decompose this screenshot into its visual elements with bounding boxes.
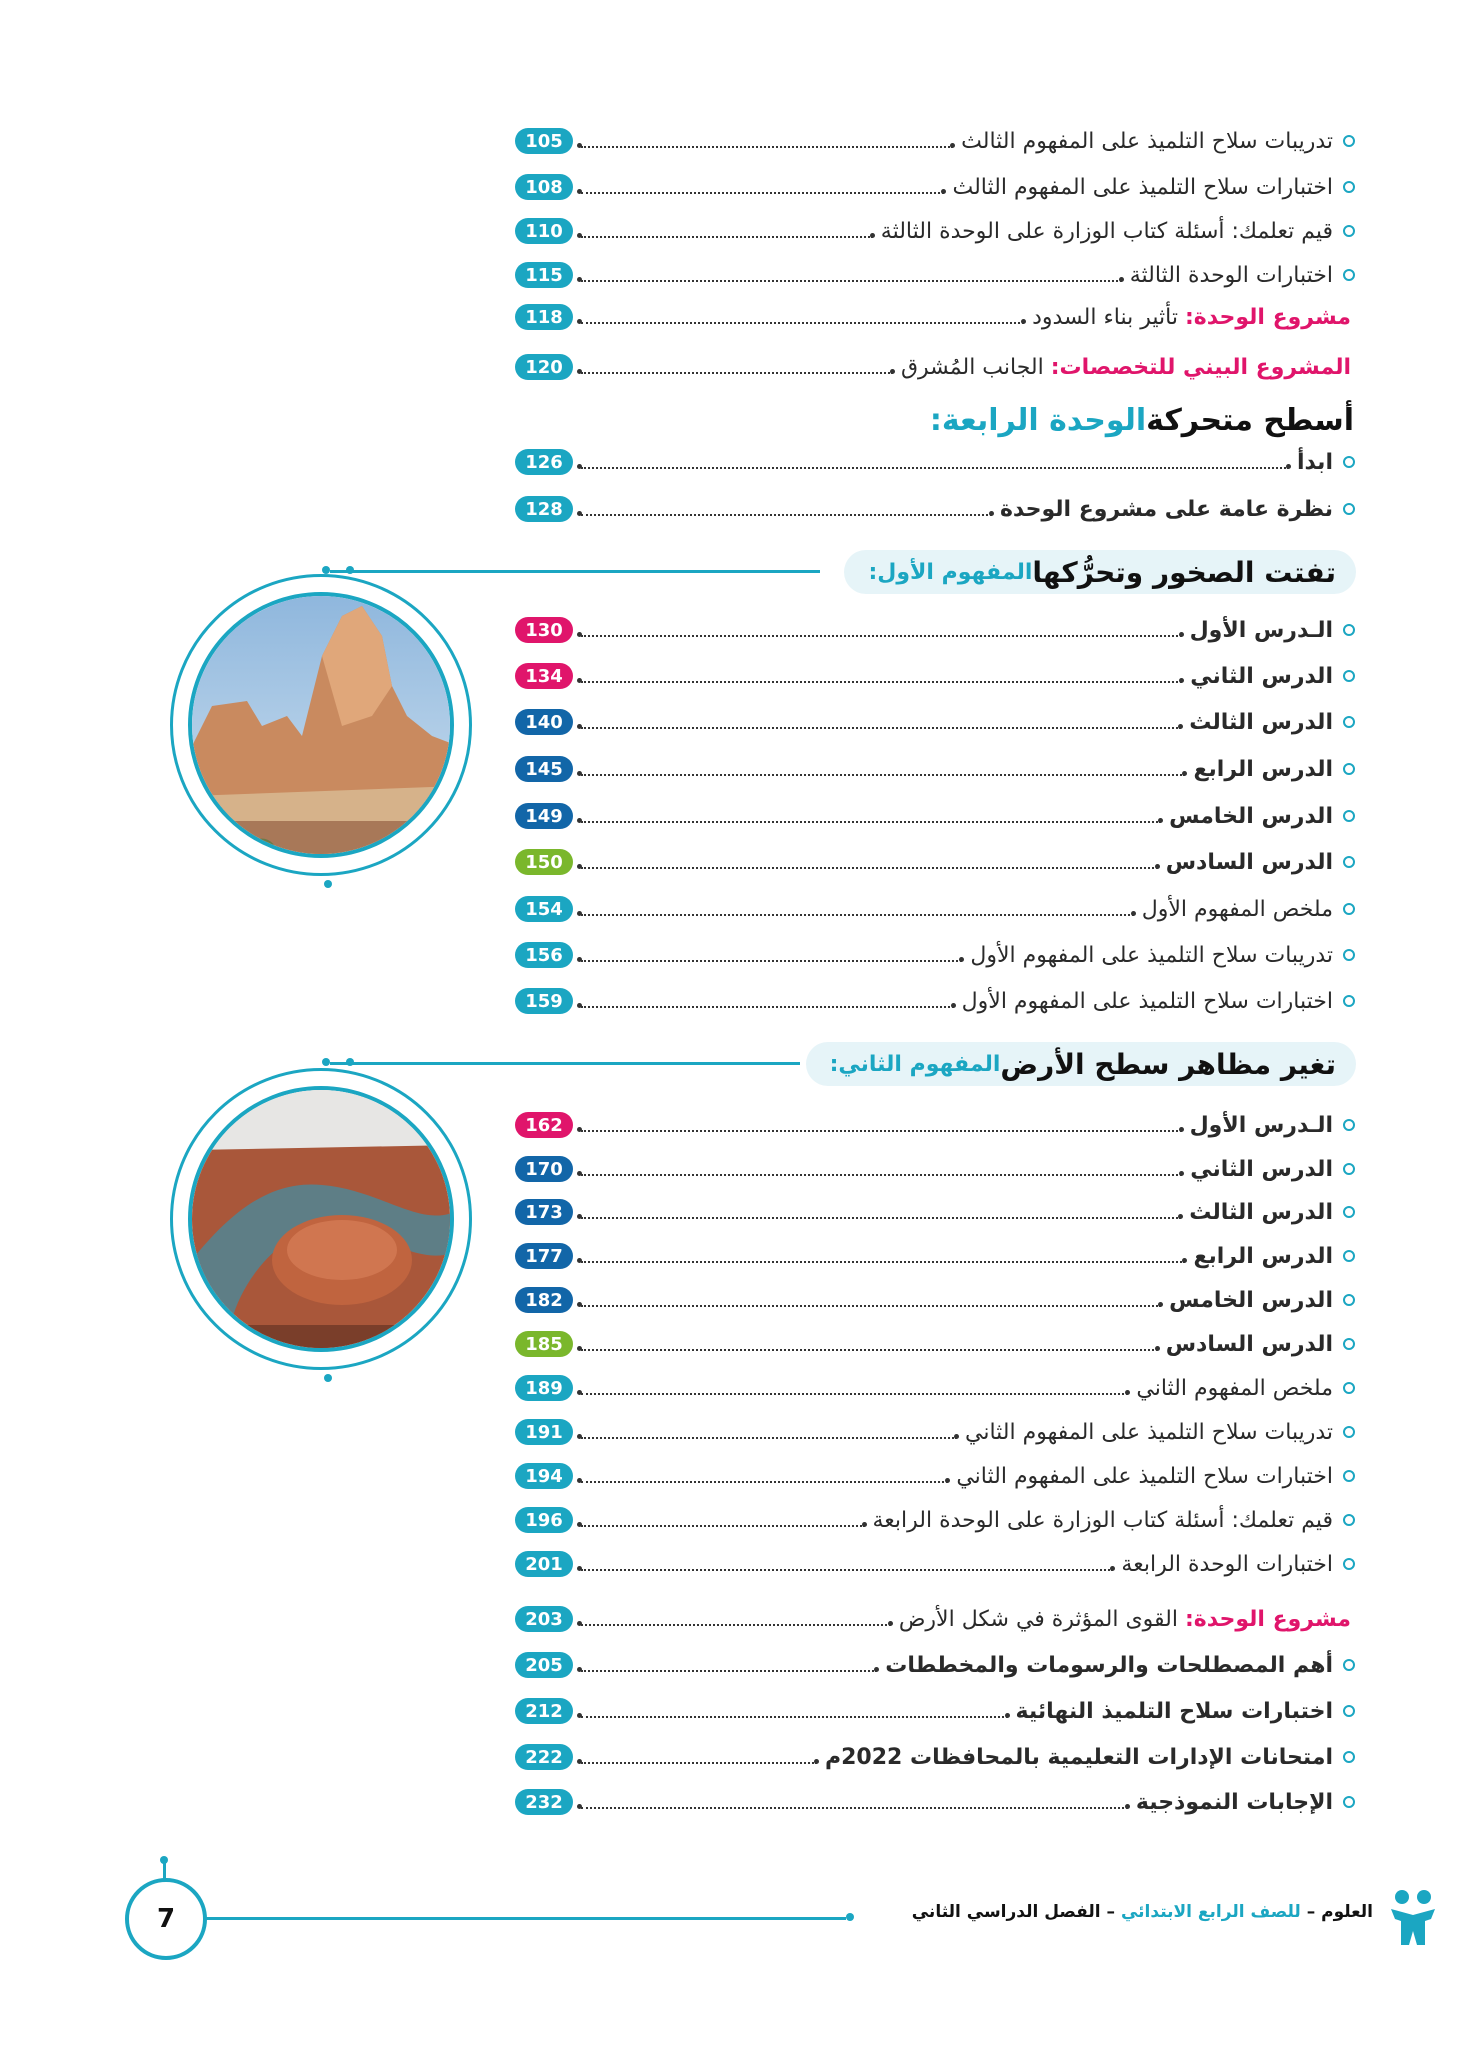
dot-leader: [581, 1807, 1128, 1809]
toc-row[interactable]: [515, 799, 1355, 833]
page-badge: 149: [515, 803, 573, 829]
concept-label: المفهوم الأول:: [868, 559, 1033, 585]
toc-entry-label: قيم تعلمك: أسئلة كتاب الوزارة على الوحدة الثالثة: [880, 218, 1333, 244]
concept-title: تغير مظاهر سطح الأرض: [1000, 1047, 1336, 1081]
toc-entry-label: اختبارات الوحدة الرابعة: [1121, 1551, 1333, 1577]
page-badge: 196: [515, 1507, 573, 1533]
toc-row[interactable]: [515, 124, 1355, 158]
decor-node: [846, 1913, 854, 1921]
page-badge: 182: [515, 1287, 573, 1313]
toc-row[interactable]: [515, 1283, 1355, 1317]
page-badge: 212: [515, 1698, 573, 1724]
concept-heading: [844, 550, 1356, 594]
bullet-icon: [1343, 1206, 1355, 1218]
toc-row[interactable]: [515, 705, 1355, 739]
decor-node: [346, 566, 354, 574]
decor-node: [322, 1058, 330, 1066]
lesson-label: الدرس السادس: [1165, 1331, 1333, 1357]
concept-heading: [806, 1042, 1356, 1086]
toc-row[interactable]: [515, 938, 1355, 972]
toc-row[interactable]: [515, 170, 1355, 204]
lesson-label: الدرس السادس: [1165, 849, 1333, 875]
bullet-icon: [1343, 763, 1355, 775]
bullet-icon: [1343, 1382, 1355, 1394]
footer-grade: للصف الرابع الابتدائي: [1120, 1902, 1301, 1922]
toc-row[interactable]: [515, 1371, 1355, 1405]
toc-entry-label: الإجابات النموذجية: [1135, 1789, 1333, 1815]
toc-row[interactable]: [515, 1415, 1355, 1449]
dot-leader: [581, 774, 1185, 776]
page-badge: 173: [515, 1199, 573, 1225]
project-entry: [1032, 305, 1355, 330]
bullet-icon: [1343, 903, 1355, 915]
toc-entry-label: اختبارات سلاح التلميذ على المفهوم الثاني: [956, 1463, 1333, 1489]
toc-entry-label: اختبارات الوحدة الثالثة: [1129, 262, 1333, 288]
dot-leader: [581, 1670, 877, 1672]
bullet-icon: [1343, 716, 1355, 728]
bullet-icon: [1343, 1558, 1355, 1570]
bullet-icon: [1343, 1119, 1355, 1131]
toc-entry-label: قيم تعلمك: أسئلة كتاب الوزارة على الوحدة الرابعة: [872, 1507, 1333, 1533]
toc-row[interactable]: [515, 1503, 1355, 1537]
dot-leader: [581, 635, 1182, 637]
bullet-icon: [1343, 225, 1355, 237]
project-entry: [899, 1607, 1355, 1632]
dot-leader: [581, 1349, 1158, 1351]
dot-leader: [581, 1130, 1182, 1132]
lesson-label: الدرس الرابع: [1193, 1243, 1333, 1269]
dot-leader: [581, 1261, 1185, 1263]
page-badge: 203: [515, 1606, 573, 1632]
page-badge: 154: [515, 896, 573, 922]
dot-leader: [581, 1006, 954, 1008]
toc-entry-label: ملخص المفهوم الثاني: [1136, 1375, 1333, 1401]
bullet-icon: [1343, 503, 1355, 515]
footer-title: [912, 1902, 1373, 1922]
toc-row[interactable]: [515, 1459, 1355, 1493]
dot-leader: [581, 280, 1122, 282]
dot-leader: [581, 1569, 1113, 1571]
project-entry: [901, 355, 1355, 380]
dot-leader: [581, 372, 893, 374]
project-title: الجانب المُشرق: [900, 354, 1044, 380]
toc-row[interactable]: [515, 1152, 1355, 1186]
toc-entry-label: اختبارات سلاح التلميذ النهائية: [1015, 1698, 1333, 1724]
lesson-label: الدرس الثاني: [1190, 663, 1333, 689]
footer-separator: –: [1106, 1902, 1116, 1922]
page-badge: 156: [515, 942, 573, 968]
unit3-project-row[interactable]: [515, 300, 1355, 334]
dot-leader: [581, 821, 1161, 823]
dot-leader: [581, 467, 1289, 469]
toc-row[interactable]: [515, 659, 1355, 693]
project-title: القوى المؤثرة في شكل الأرض: [898, 1606, 1178, 1632]
decor-line: [330, 570, 820, 573]
dot-leader: [581, 681, 1182, 683]
bullet-icon: [1343, 624, 1355, 636]
bullet-icon: [1343, 1751, 1355, 1763]
project-prefix: المشروع البيني للتخصصات:: [1050, 354, 1351, 380]
bullet-icon: [1343, 995, 1355, 1007]
bullet-icon: [1343, 949, 1355, 961]
dot-leader: [581, 1393, 1128, 1395]
toc-entry-label: ملخص المفهوم الأول: [1141, 896, 1333, 922]
toc-row[interactable]: [515, 1740, 1355, 1774]
dot-leader: [581, 1437, 957, 1439]
toc-entry-label: ابدأ: [1296, 449, 1333, 475]
dot-leader: [581, 146, 953, 148]
decor-node: [346, 1058, 354, 1066]
project-title: تأثير بناء السدود: [1032, 304, 1178, 330]
lesson-label: الـدرس الأول: [1189, 1112, 1333, 1138]
dot-leader: [581, 727, 1181, 729]
toc-row[interactable]: [515, 845, 1355, 879]
bullet-icon: [1343, 135, 1355, 147]
dot-leader: [581, 514, 992, 516]
dot-leader: [581, 1624, 891, 1626]
page-badge: 191: [515, 1419, 573, 1445]
lesson-label: الدرس الثالث: [1189, 1199, 1333, 1225]
project-prefix: مشروع الوحدة:: [1185, 304, 1351, 330]
bullet-icon: [1343, 856, 1355, 868]
dot-leader: [581, 1481, 948, 1483]
dot-leader: [581, 322, 1024, 324]
page-badge: 177: [515, 1243, 573, 1269]
bullet-icon: [1343, 181, 1355, 193]
bullet-icon: [1343, 1426, 1355, 1438]
toc-row[interactable]: [515, 445, 1355, 479]
page-badge: 130: [515, 617, 573, 643]
page-number-ring: [125, 1878, 207, 1960]
toc-entry-label: أهم المصطلحات والرسومات والمخططات: [885, 1652, 1333, 1678]
page-badge: 232: [515, 1789, 573, 1815]
page-badge: 189: [515, 1375, 573, 1401]
dot-leader: [581, 1525, 865, 1527]
project-prefix: مشروع الوحدة:: [1185, 1606, 1351, 1632]
toc-row[interactable]: [515, 1239, 1355, 1273]
dot-leader: [581, 867, 1158, 869]
page-number: 7: [156, 1904, 176, 1934]
page-badge: 201: [515, 1551, 573, 1577]
toc-row[interactable]: [515, 1327, 1355, 1361]
concept-label: المفهوم الثاني:: [829, 1051, 1001, 1077]
toc-entry-label: تدريبات سلاح التلميذ على المفهوم الأول: [970, 942, 1333, 968]
toc-entry-label: امتحانات الإدارات التعليمية بالمحافظات 2022م: [824, 1744, 1333, 1770]
dot-leader: [581, 914, 1134, 916]
toc-row[interactable]: [515, 1195, 1355, 1229]
decor-node: [324, 1374, 332, 1382]
children-logo-icon: [1385, 1885, 1441, 1949]
toc-row[interactable]: [515, 613, 1355, 647]
page-badge: 140: [515, 709, 573, 735]
toc-entry-label: اختبارات سلاح التلميذ على المفهوم الأول: [961, 988, 1333, 1014]
page-badge: 159: [515, 988, 573, 1014]
canyon-bend-image: [188, 1086, 454, 1352]
lesson-label: الدرس الرابع: [1193, 756, 1333, 782]
toc-row[interactable]: [515, 752, 1355, 786]
decor-node: [322, 566, 330, 574]
decor-node: [324, 880, 332, 888]
dot-leader: [581, 1217, 1181, 1219]
unit4-project-row[interactable]: [515, 1602, 1355, 1636]
footer-separator: –: [1306, 1902, 1316, 1922]
page-badge: 128: [515, 496, 573, 522]
footer-term: الفصل الدراسي الثاني: [911, 1902, 1101, 1922]
bullet-icon: [1343, 670, 1355, 682]
page-badge: 170: [515, 1156, 573, 1182]
page-badge: 185: [515, 1331, 573, 1357]
toc-row[interactable]: [515, 258, 1355, 292]
interdisciplinary-project-row[interactable]: [515, 350, 1355, 384]
bullet-icon: [1343, 1470, 1355, 1482]
toc-entry-label: اختبارات سلاح التلميذ على المفهوم الثالث: [952, 174, 1333, 200]
bullet-icon: [1343, 1338, 1355, 1350]
footer-subject: العلوم: [1321, 1902, 1373, 1922]
bullet-icon: [1343, 1250, 1355, 1262]
bullet-icon: [1343, 269, 1355, 281]
page-badge: 150: [515, 849, 573, 875]
bullet-icon: [1343, 1514, 1355, 1526]
toc-entry-label: تدريبات سلاح التلميذ على المفهوم الثالث: [961, 128, 1333, 154]
decor-line: [330, 1062, 800, 1065]
lesson-label: الدرس الخامس: [1169, 1287, 1333, 1313]
page-badge: 108: [515, 174, 573, 200]
toc-row[interactable]: [515, 1108, 1355, 1142]
page-badge: 120: [515, 354, 573, 380]
dot-leader: [581, 236, 873, 238]
rock-formation-image: [188, 592, 454, 858]
dot-leader: [581, 1716, 1008, 1718]
page-badge: 134: [515, 663, 573, 689]
toc-row[interactable]: [515, 214, 1355, 248]
bullet-icon: [1343, 456, 1355, 468]
bullet-icon: [1343, 1659, 1355, 1671]
unit-heading: [930, 398, 1354, 442]
unit-label: الوحدة الرابعة:: [929, 402, 1147, 438]
page-badge: 145: [515, 756, 573, 782]
page-badge: 205: [515, 1652, 573, 1678]
toc-row[interactable]: [515, 892, 1355, 926]
bullet-icon: [1343, 1796, 1355, 1808]
page-badge: 162: [515, 1112, 573, 1138]
toc-entry-label: نظرة عامة على مشروع الوحدة: [999, 496, 1333, 522]
lesson-label: الدرس الخامس: [1169, 803, 1333, 829]
toc-row[interactable]: [515, 492, 1355, 526]
page-badge: 115: [515, 262, 573, 288]
toc-row[interactable]: [515, 1648, 1355, 1682]
dot-leader: [581, 1762, 817, 1764]
concept-title: تفتت الصخور وتحرُّكها: [1032, 555, 1336, 589]
page-badge: 110: [515, 218, 573, 244]
toc-entry-label: تدريبات سلاح التلميذ على المفهوم الثاني: [965, 1419, 1333, 1445]
unit-title: أسطح متحركة: [1146, 402, 1354, 438]
page-badge: 194: [515, 1463, 573, 1489]
bullet-icon: [1343, 1294, 1355, 1306]
page-badge: 118: [515, 304, 573, 330]
bullet-icon: [1343, 1705, 1355, 1717]
dot-leader: [581, 1305, 1161, 1307]
toc-row[interactable]: [515, 1694, 1355, 1728]
lesson-label: الدرس الثالث: [1189, 709, 1333, 735]
page-badge: 126: [515, 449, 573, 475]
bullet-icon: [1343, 810, 1355, 822]
toc-row[interactable]: [515, 1547, 1355, 1581]
lesson-label: الـدرس الأول: [1189, 617, 1333, 643]
lesson-label: الدرس الثاني: [1190, 1156, 1333, 1182]
page-badge: 105: [515, 128, 573, 154]
dot-leader: [581, 960, 962, 962]
dot-leader: [581, 1174, 1182, 1176]
bullet-icon: [1343, 1163, 1355, 1175]
footer-line: [206, 1917, 846, 1920]
toc-row[interactable]: [515, 1785, 1355, 1819]
page-badge: 222: [515, 1744, 573, 1770]
dot-leader: [581, 192, 944, 194]
toc-row[interactable]: [515, 984, 1355, 1018]
